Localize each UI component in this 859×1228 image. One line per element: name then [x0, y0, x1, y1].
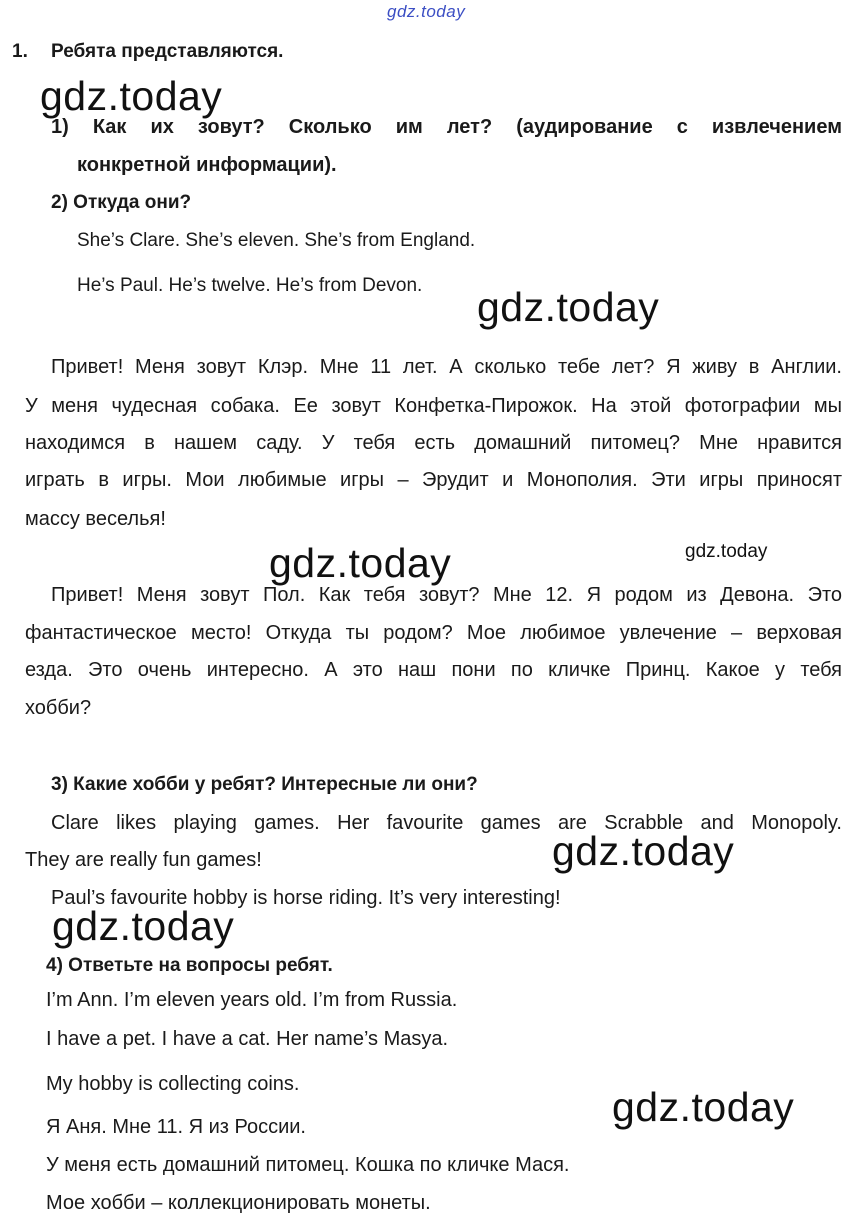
text1-line-4: играть в игры. Мои любимые игры – Эрудит и Монополия. Эти игры приносят: [25, 469, 842, 491]
question-4-line-1: I’m Ann. I’m eleven years old. I’m from Russia.: [46, 989, 458, 1011]
watermark-big-6: gdz.today: [612, 1084, 795, 1130]
question-3: 3) Какие хобби у ребят? Интересные ли они?: [51, 774, 478, 795]
answer-clare: She’s Clare. She’s eleven. She’s from England.: [77, 230, 476, 251]
question-3-answer-paul: Paul’s favourite hobby is horse riding. It’s very interesting!: [51, 887, 561, 909]
question-4-line-4: Я Аня. Мне 11. Я из России.: [46, 1116, 306, 1138]
text1-line-1: Привет! Меня зовут Клэр. Мне 11 лет. А сколько тебе лет? Я живу в Англии.: [51, 356, 842, 378]
watermark-big-4: gdz.today: [552, 828, 735, 874]
text1-line-2: У меня чудесная собака. Ее зовут Конфетка-Пирожок. На этой фотографии мы: [25, 395, 842, 417]
watermark-small: gdz.today: [685, 541, 768, 562]
question-3-answer-line-2: They are really fun games!: [25, 849, 262, 871]
question-2: 2) Откуда они?: [51, 192, 192, 213]
question-4-line-6: Мое хобби – коллекционировать монеты.: [46, 1192, 431, 1214]
question-1-line-1: 1) Как их зовут? Сколько им лет? (аудирование с извлечением: [51, 116, 842, 138]
watermark-top: gdz.today: [387, 2, 466, 21]
text2-line-1: Привет! Меня зовут Пол. Как тебя зовут? Мне 12. Я родом из Девона. Это: [51, 584, 842, 606]
question-1-line-2: конкретной информации).: [77, 154, 337, 176]
question-4: 4) Ответьте на вопросы ребят.: [46, 955, 333, 976]
exercise-title: Ребята представляются.: [51, 41, 284, 62]
text1-line-3: находимся в нашем саду. У тебя есть домашний питомец? Мне нравится: [25, 432, 842, 454]
watermark-big-1: gdz.today: [40, 73, 223, 119]
question-4-line-3: My hobby is collecting coins.: [46, 1073, 300, 1095]
text2-line-4: хобби?: [25, 697, 92, 719]
text2-line-3: езда. Это очень интересно. А это наш пони по кличке Принц. Какое у тебя: [25, 659, 842, 681]
answer-paul: He’s Paul. He’s twelve. He’s from Devon.: [77, 275, 423, 296]
text1-line-5: массу веселья!: [25, 508, 166, 530]
question-3-answer-line-1: Clare likes playing games. Her favourite games are Scrabble and Monopoly.: [51, 812, 842, 834]
watermark-big-5: gdz.today: [52, 903, 235, 949]
watermark-big-3: gdz.today: [269, 540, 452, 586]
question-4-line-5: У меня есть домашний питомец. Кошка по кличке Мася.: [46, 1154, 570, 1176]
exercise-number: 1.: [12, 41, 28, 62]
watermark-big-2: gdz.today: [477, 284, 660, 330]
question-4-line-2: I have a pet. I have a cat. Her name’s Masya.: [46, 1028, 449, 1050]
text2-line-2: фантастическое место! Откуда ты родом? Мое любимое увлечение – верховая: [25, 622, 842, 644]
